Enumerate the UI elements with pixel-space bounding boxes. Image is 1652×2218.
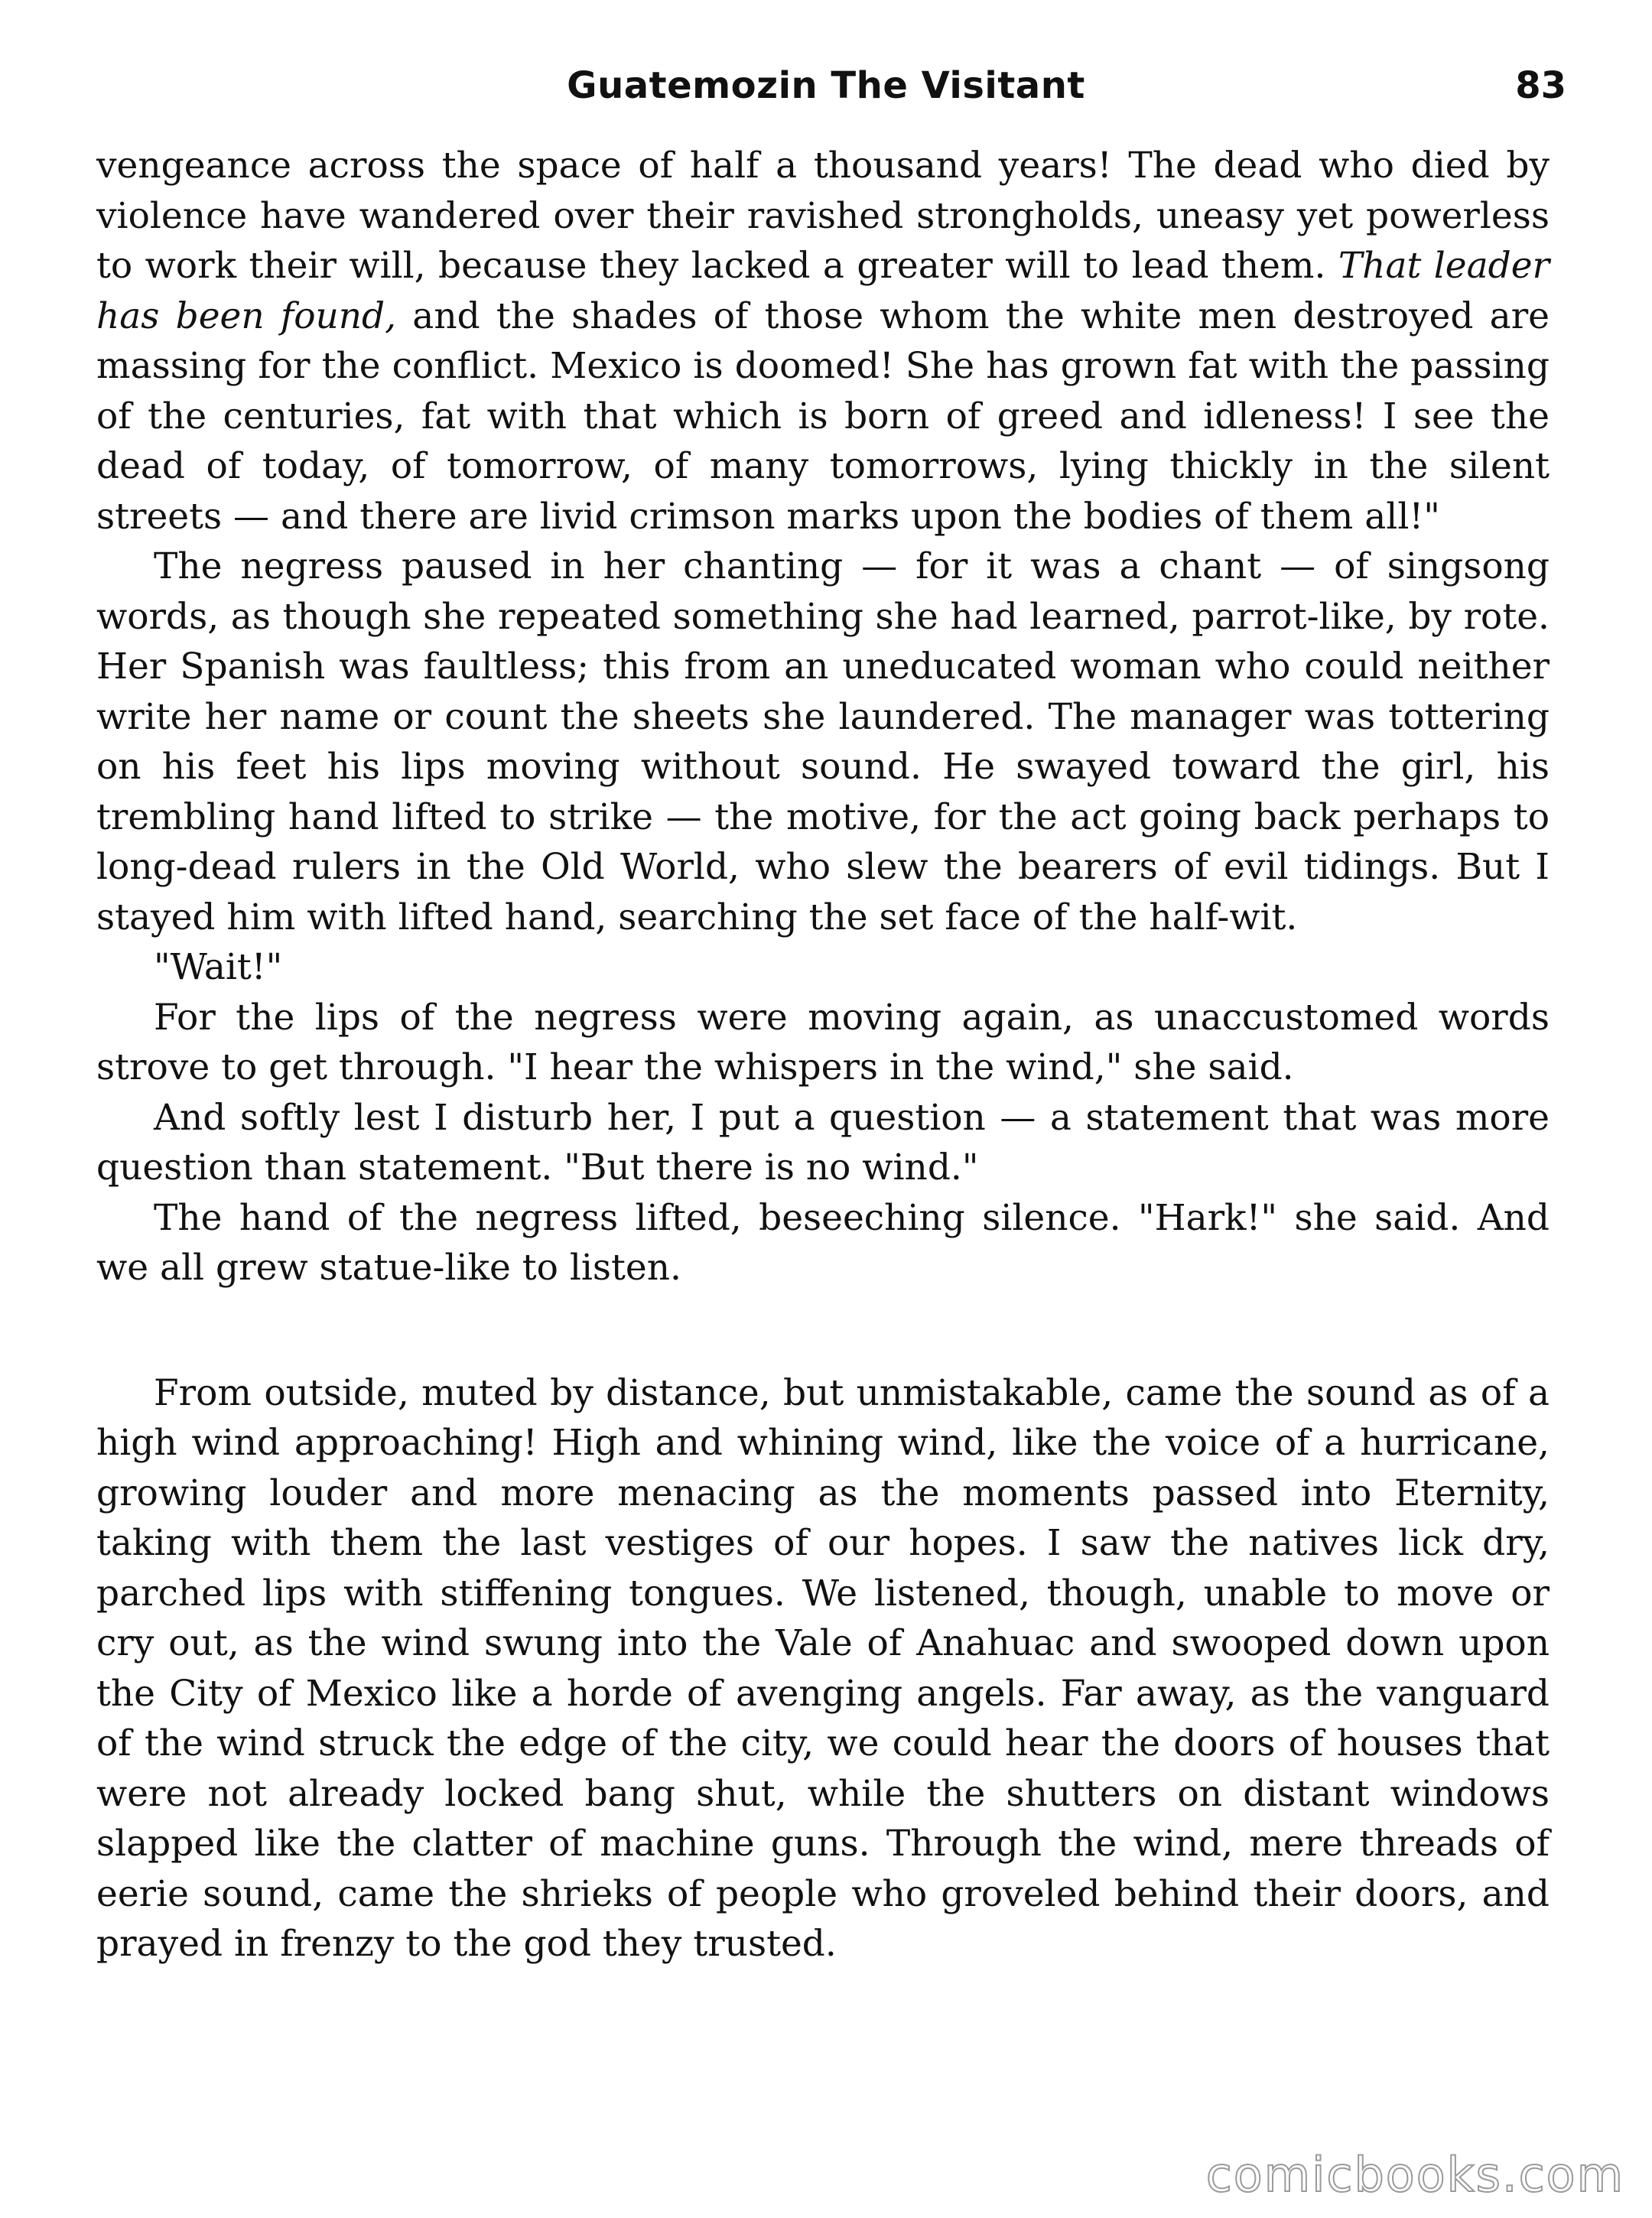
paragraph-1 — [96, 141, 1550, 541]
paragraph-2: The negress paused in her chanting — for it was a chant — of singsong words, as though she repeated something she had learned, parrot-like, by rote. Her Spanish was faultless; this from an uneducated woman who could neither write her name or count the sheets she laundered. The manager was tottering on his feet his lips moving without sound. He swayed toward the girl, his trembling hand lifted to strike — the motive, for the act going back perhaps to long-dead rulers in the Old World, who slew the bearers of evil tidings. But I stayed him with lifted hand, searching the set face of the half-wit. — [96, 545, 1550, 938]
page-header — [0, 64, 1652, 125]
paragraph-5: And softly lest I disturb her, I put a question — a statement that was more question than statement. "But there is no wind." — [96, 1096, 1550, 1189]
section-break — [96, 1293, 1550, 1368]
paragraph-4: For the lips of the negress were moving again, as unaccustomed words strove to get through. "I hear the whispers in the wind," she said. — [96, 996, 1550, 1088]
paragraph-1-text-b: and the shades of those whom the white men destroyed are massing for the conflict. Mexico is doomed! She has grown fat with the passing of the centuries, fat with that which is born of greed and idleness! I see the dead of today, of tomorrow, of many tomorrows, lying thickly in the silent streets — and there are livid crimson marks upon the bodies of them all!" — [96, 294, 1550, 538]
page-number: 83 — [1515, 64, 1566, 107]
paragraph-1-text-a: vengeance across the space of half a thousand years! The dead who died by violence have wandered over their ravished strongholds, uneasy yet powerless to work their will, because they lacked a greater will to lead them. — [96, 145, 1550, 287]
body-text — [96, 141, 1550, 1969]
running-title: Guatemozin The Visitant — [567, 64, 1085, 107]
paragraph-3: "Wait!" — [154, 946, 283, 988]
paragraph-6: The hand of the negress lifted, beseeching silence. "Hark!" she said. And we all grew statue-like to listen. — [96, 1196, 1550, 1289]
paragraph-1-italic-phrase: That leader has been found, — [96, 245, 1550, 337]
watermark: comicbooks.com — [1205, 2147, 1624, 2203]
paragraph-7: From outside, muted by distance, but unmistakable, came the sound as of a high wind approaching! High and whining wind, like the voice of a hurricane, growing louder and more menacing as the moments passed into Eternity, taking with them the last vestiges of our hopes. I saw the natives lick dry, parched lips with stiffening tongues. We listened, though, unable to move or cry out, as the wind swung into the Vale of Anahuac and swooped down upon the City of Mexico like a horde of avenging angels. Far away, as the vanguard of the wind struck the edge of the city, we could hear the doors of houses that were not already locked bang shut, while the shutters on distant windows slapped like the clatter of machine guns. Through the wind, mere threads of eerie sound, came the shrieks of people who groveled behind their doors, and prayed in frenzy to the god they trusted. — [96, 1371, 1550, 1965]
